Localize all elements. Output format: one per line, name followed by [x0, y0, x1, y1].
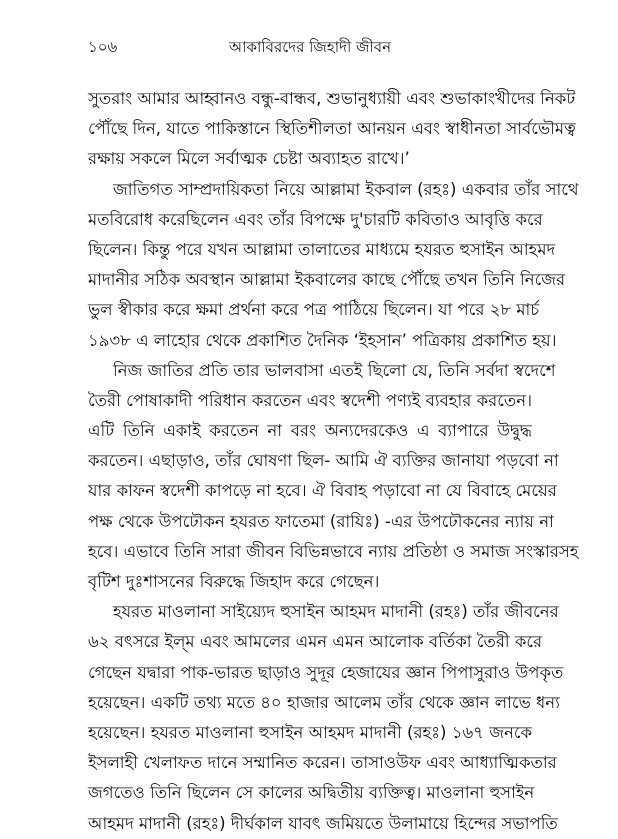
page-number: ১০৬: [88, 38, 118, 56]
text-line: তৈরী পোষাকাদী পরিধান করতেন এবং স্বদেশী পণ্যই ব্যবহার করতেন।: [88, 390, 532, 410]
text-line: এটি তিনি একাই করতেন না বরং অন্যদেরকেও এ ব্যাপারে উদ্বুদ্ধ: [88, 421, 532, 441]
text-line: ভুল স্বীকার করে ক্ষমা প্রর্থনা করে পত্র পাঠিয়ে ছিলেন। যা পরে ২৮ মার্চ: [88, 300, 540, 320]
text-line: ছিলেন। কিন্তু পরে যখন আল্লামা তালাতের মাধ্যমে হযরত হুসাইন আহমদ: [88, 239, 556, 259]
text-line: হবে। এভাবে তিনি সারা জীবন বিভিন্নভাবে ন্যায় প্রতিষ্ঠা ও সমাজ সংস্কারসহ: [88, 541, 579, 561]
paragraph: [88, 84, 576, 175]
paragraph: [88, 175, 579, 356]
running-title: আকাবিরদের জিহাদী জীবন: [228, 38, 392, 56]
text-line: পৌঁছে দিন, যাতে পাকিস্তানে স্থিতিশীলতা আনয়ন এবং স্বাধীনতা সার্বভৌমত্ব: [88, 119, 576, 139]
text-line: করতেন। এছাড়াও, তাঁর ঘোষণা ছিল- আমি ঐ ব্যক্তির জানাযা পড়বো না: [88, 451, 559, 471]
text-line: নিজ জাতির প্রতি তার ভালবাসা এতই ছিলো যে, তিনি সর্বদা স্বদেশে: [113, 360, 556, 380]
text-line: আহমদ মাদানী (রহঃ) দীর্ঘকাল যাবৎ জমিয়তে উলামায়ে হিন্দের সভাপতি: [88, 813, 558, 833]
text-line: হয়েছেন। হযরত মাওলানা হুসাইন আহমদ মাদানী (রহঃ) ১৬৭ জনকে: [88, 722, 532, 742]
text-line: ইসলাহী খেলাফত দানে সম্মানিত করেন। তাসাওউফ এবং আধ্যাত্মিকতার: [88, 753, 557, 773]
text-line: পক্ষ থেকে উপঢৌকন হযরত ফাতেমা (রাযিঃ) -এর উপঢৌকনের ন্যায় না: [88, 511, 554, 531]
text-line: ৬২ বৎসরে ইল্‌ম এবং আমলের এমন এমন আলোক বর্তিকা তৈরী করে: [88, 632, 543, 652]
text-line: হয়েছেন। একটি তথ্য মতে ৪০ হাজার আলেম তাঁর থেকে জ্ঞান লাভে ধন্য: [88, 692, 560, 712]
page-body: [88, 84, 579, 839]
text-line: হযরত মাওলানা সাইয়্যেদ হুসাইন আহমদ মাদানী (রহঃ) তাঁর জীবনের: [113, 602, 559, 622]
text-line: রক্ষায় সকলে মিলে সর্বাত্মক চেষ্টা অব্যাহত রাখে।’: [88, 149, 410, 169]
page-header: [88, 36, 532, 58]
text-line: বৃটিশ দুঃশাসনের বিরুদ্ধে জিহাদ করে গেছেন।: [88, 572, 380, 591]
text-line: যার কাফন স্বদেশী কাপড়ে না হবে। ঐ বিবাহ পড়াবো না যে বিবাহে মেয়ের: [88, 481, 557, 501]
text-line: গেছেন যদ্বারা পাক-ভারত ছাড়াও সুদূর হেজাযের জ্ঞান পিপাসুরাও উপকৃত: [88, 662, 564, 682]
text-line: মাদানীর সঠিক অবস্থান আল্লামা ইকবালের কাছে পৌঁছে তখন তিনি নিজের: [88, 270, 566, 290]
text-line: জাতিগত সাম্প্রদায়িকতা নিয়ে আল্লামা ইকবাল (রহঃ) একবার তাঁর সাথে: [113, 179, 579, 199]
paragraph: [88, 356, 579, 598]
text-line: ১৯৩৮ এ লাহোর থেকে প্রকাশিত দৈনিক ‘ইহসান’ পত্রিকায় প্রকাশিত হয়।: [88, 330, 557, 350]
paragraph: [88, 597, 564, 839]
text-line: জগতেও তিনি ছিলেন সে কালের অদ্বিতীয় ব্যক্তিত্ব। মাওলানা হুসাইন: [88, 783, 535, 803]
text-line: মতবিরোধ করেছিলেন এবং তাঁর বিপক্ষে দু'চারটি কবিতাও আবৃত্তি করে: [88, 209, 543, 229]
text-line: সুতরাং আমার আহ্বানও বন্ধু-বান্ধব, শুভানুধ্যায়ী এবং শুভাকাংখীদের নিকট: [88, 89, 576, 108]
